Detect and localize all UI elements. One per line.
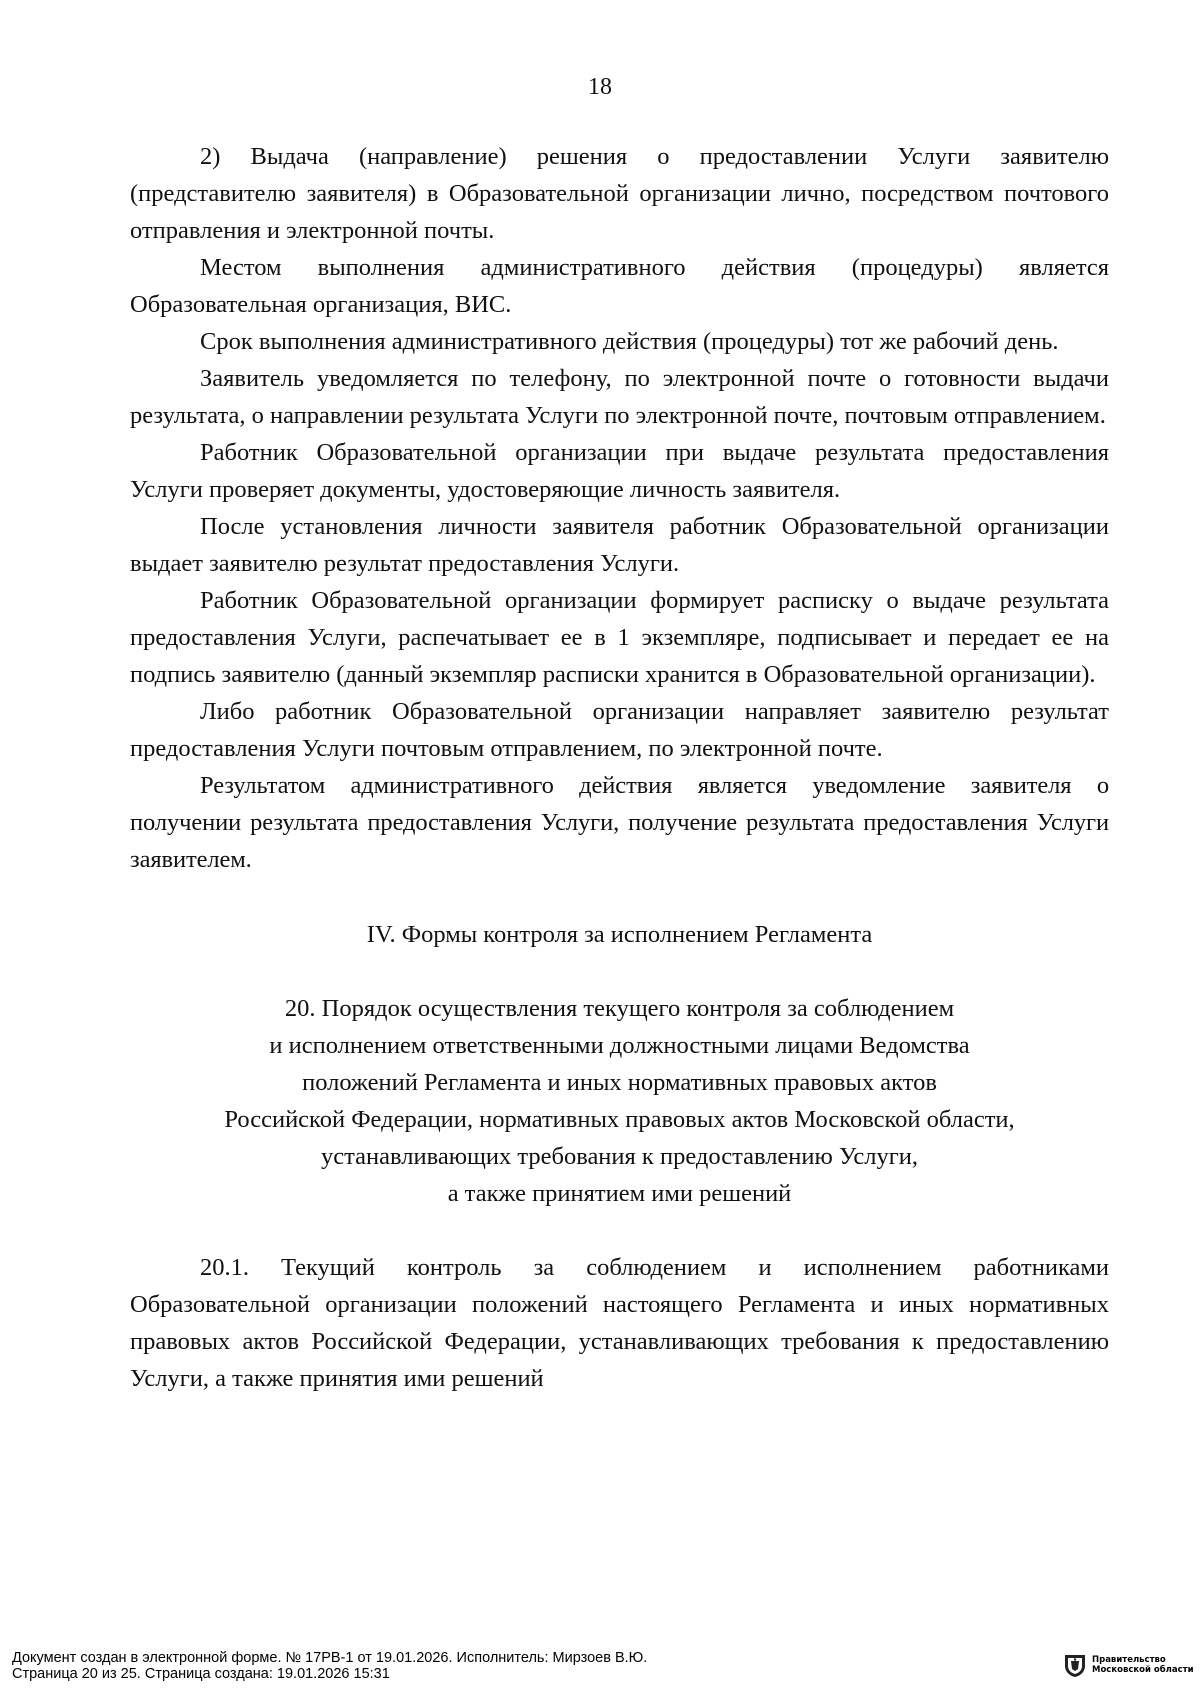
government-logo-text [1092, 1655, 1194, 1675]
subsection-heading-line: положений Регламента и иных нормативных правовых актов [302, 1069, 937, 1096]
footer-page-info: Страница 20 из 25. Страница создана: 19.01.2026 15:31 [12, 1666, 390, 1682]
subsection-heading-line: устанавливающих требования к предоставлению Услуги, [321, 1143, 918, 1170]
paragraph-notification: Заявитель уведомляется по телефону, по электронной почте о готовности выдачи результата, о направлении результата Услуги по электронной почте, почтовым отправлением. [130, 365, 1109, 429]
coat-of-arms-icon [1064, 1652, 1086, 1678]
subsection-heading [130, 990, 1109, 1212]
page-number: 18 [588, 74, 612, 100]
paragraph-postal: Либо работник Образовательной организации направляет заявителю результат предоставления Услуги почтовым отправлением, по электронной почте. [130, 698, 1109, 762]
subsection-heading-line: 20. Порядок осуществления текущего контроля за соблюдением [284, 995, 955, 1022]
document-footer [12, 1650, 647, 1682]
government-logo [1064, 1652, 1194, 1678]
paragraph-outcome: Результатом административного действия является уведомление заявителя о получении результата предоставления Услуги, получение результата предоставления Услуги заявителем. [130, 772, 1109, 873]
subsection-heading-line: а также принятием ими решений [447, 1180, 792, 1207]
subsection-heading-line: Российской Федерации, нормативных правовых актов Московской области, [224, 1106, 1015, 1133]
section-heading: IV. Формы контроля за исполнением Регламента [366, 921, 873, 948]
subsection-heading-line: и исполнением ответственными должностными лицами Ведомства [269, 1032, 970, 1059]
government-logo-line: Правительство [1092, 1655, 1166, 1665]
government-logo-line: Московской области [1092, 1665, 1194, 1675]
footer-document-info: Документ создан в электронной форме. № 17РВ-1 от 19.01.2026. Исполнитель: Мирзоев В.Ю. [12, 1650, 648, 1666]
paragraph-current-control: 20.1. Текущий контроль за соблюдением и исполнением работниками Образовательной организации положений настоящего Регламента и иных нормативных правовых актов Российской Федерации, устанавливающих требования к предоставлению Услуги, а также принятия ими решений [130, 1254, 1109, 1392]
document-body [130, 138, 1109, 1397]
paragraph-issuance: 2) Выдача (направление) решения о предоставлении Услуги заявителю (представителю заявителя) в Образовательной организации лично, посредством почтового отправления и электронной почты. [130, 143, 1109, 244]
paragraph-place: Местом выполнения административного действия (процедуры) является Образовательная организация, ВИС. [130, 254, 1109, 318]
paragraph-identity-check: Работник Образовательной организации при выдаче результата предоставления Услуги проверяет документы, удостоверяющие личность заявителя. [130, 439, 1109, 503]
paragraph-term: Срок выполнения административного действия (процедуры) тот же рабочий день. [200, 328, 1059, 355]
paragraph-receipt: Работник Образовательной организации формирует расписку о выдаче результата предоставления Услуги, распечатывает ее в 1 экземпляре, подписывает и передает ее на подпись заявителю (данный экземпляр расписки хранится в Образовательной организации). [130, 587, 1109, 688]
paragraph-result-handover: После установления личности заявителя работник Образовательной организации выдает заявителю результат предоставления Услуги. [130, 513, 1109, 577]
